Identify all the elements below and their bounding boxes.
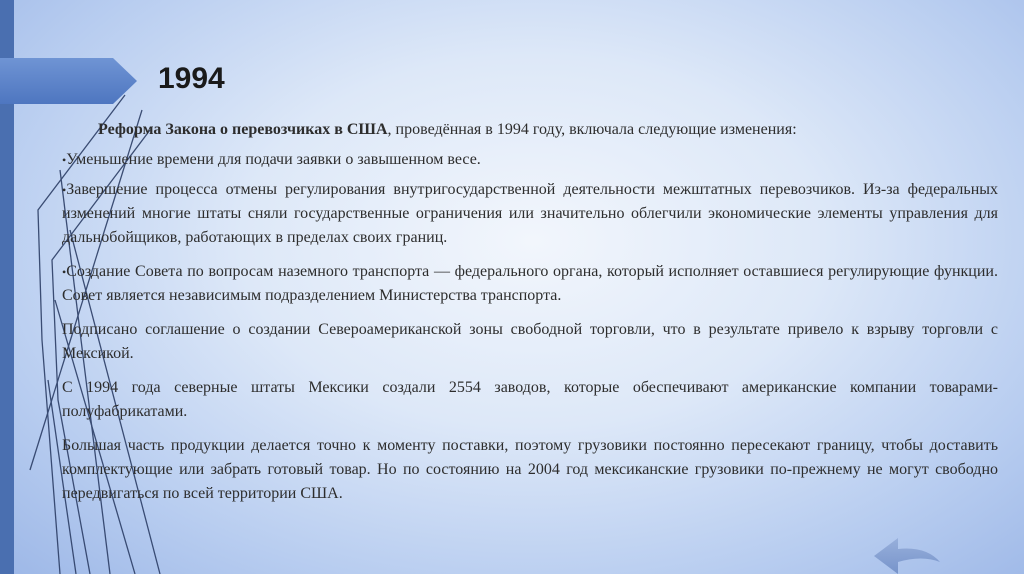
body-paragraph: Подписано соглашение о создании Североамериканской зоны свободной торговли, что в результате привело к взрыву торговли с Мексикой.	[62, 321, 998, 362]
bullet-icon: •	[62, 153, 67, 167]
slide-title: 1994	[158, 62, 225, 95]
bullet-item: •Завершение процесса отмены регулирования внутригосударственной деятельности межштатных перевозчиков. Из-за федеральных изменений многие штаты сняли государственные ограничения или значительно облегчили экономические элементы управления для дальнобойщиков, работающих в пределах своих границ.	[62, 181, 998, 246]
slide-content	[62, 118, 998, 516]
intro-bold: Реформа Закона о перевозчиках в США	[98, 121, 388, 138]
intro-paragraph	[62, 118, 998, 142]
back-arrow-icon[interactable]	[868, 534, 944, 574]
body-paragraph: Большая часть продукции делается точно к моменту поставки, поэтому грузовики постоянно пересекают границу, чтобы доставить комплектующие или забрать готовый товар. Но по состоянию на 2004 год мексиканские грузовики по-прежнему не могут свободно передвигаться по всей территории США.	[62, 437, 998, 502]
bullet-item: •Создание Совета по вопросам наземного транспорта — федерального органа, который исполняет оставшиеся регулирующие функции. Совет является независимым подразделением Министерства транспорта.	[62, 263, 998, 304]
bullet-icon: •	[62, 265, 67, 279]
bullet-item: •Уменьшение времени для подачи заявки о завышенном весе.	[62, 151, 481, 168]
intro-rest: , проведённая в 1994 году, включала следующие изменения:	[387, 121, 797, 138]
bullet-icon: •	[62, 183, 67, 197]
title-arrow-tab	[0, 58, 137, 104]
body-paragraph: С 1994 года северные штаты Мексики создали 2554 заводов, которые обеспечивают американские компании товарами-полуфабрикатами.	[62, 379, 998, 420]
